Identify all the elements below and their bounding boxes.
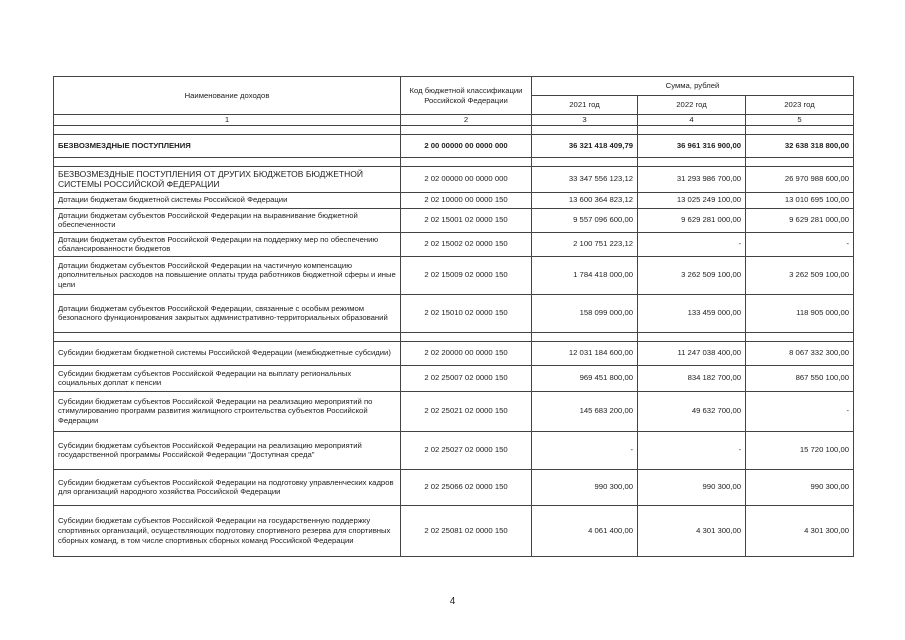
row-value-2023: 990 300,00 [746,469,854,505]
index-cell: 1 [54,115,401,126]
row-value-2023: - [746,391,854,431]
row-value-2023: 13 010 695 100,00 [746,192,854,208]
table-row [54,294,854,332]
index-row [54,115,854,126]
row-code: 2 02 25021 02 0000 150 [401,391,532,431]
table-row [54,341,854,365]
row-code: 2 02 20000 00 0000 150 [401,341,532,365]
index-cell: 5 [746,115,854,126]
header-sum: Сумма, рублей [532,77,854,96]
header-year-2021: 2021 год [532,96,638,115]
row-value-2021: 33 347 556 123,12 [532,166,638,192]
row-value-2022: 11 247 038 400,00 [638,341,746,365]
revenue-table [53,76,854,557]
row-code: 2 02 25007 02 0000 150 [401,365,532,391]
row-value-2022: 49 632 700,00 [638,391,746,431]
row-value-2022: - [638,431,746,469]
row-value-2022: 834 182 700,00 [638,365,746,391]
row-value-2021: 12 031 184 600,00 [532,341,638,365]
spacer-row [54,157,854,166]
index-cell: 2 [401,115,532,126]
row-name: Субсидии бюджетам субъектов Российской Федерации на выплату региональных социальных доплат к пенсии [54,365,401,391]
row-value-2021: - [532,431,638,469]
row-value-2023: - [746,232,854,256]
row-value-2023: 3 262 509 100,00 [746,256,854,294]
row-name: Дотации бюджетам субъектов Российской Федерации на выравнивание бюджетной обеспеченности [54,208,401,232]
row-code: 2 02 15001 02 0000 150 [401,208,532,232]
row-code: 2 02 10000 00 0000 150 [401,192,532,208]
row-value-2021: 969 451 800,00 [532,365,638,391]
row-name: БЕЗВОЗМЕЗДНЫЕ ПОСТУПЛЕНИЯ ОТ ДРУГИХ БЮДЖЕТОВ БЮДЖЕТНОЙ СИСТЕМЫ РОССИЙСКОЙ ФЕДЕРАЦИИ [54,166,401,192]
row-value-2022: 36 961 316 900,00 [638,134,746,157]
row-value-2021: 13 600 364 823,12 [532,192,638,208]
row-name: Субсидии бюджетам субъектов Российской Федерации на реализацию мероприятий по стимулированию программ развития жилищного строительства субъектов Российской Федерации [54,391,401,431]
table-row [54,192,854,208]
header-row [54,77,854,96]
row-name: Субсидии бюджетам субъектов Российской Федерации на подготовку управленческих кадров для организаций народного хозяйства Российской Федерации [54,469,401,505]
index-cell: 4 [638,115,746,126]
row-value-2021: 9 557 096 600,00 [532,208,638,232]
row-value-2023: 15 720 100,00 [746,431,854,469]
row-value-2023: 118 905 000,00 [746,294,854,332]
row-value-2021: 990 300,00 [532,469,638,505]
row-code: 2 02 15009 02 0000 150 [401,256,532,294]
index-cell: 3 [532,115,638,126]
row-code: 2 02 25081 02 0000 150 [401,505,532,556]
row-code: 2 02 00000 00 0000 000 [401,166,532,192]
row-value-2022: 133 459 000,00 [638,294,746,332]
row-value-2022: 9 629 281 000,00 [638,208,746,232]
table-row [54,166,854,192]
row-value-2021: 1 784 418 000,00 [532,256,638,294]
row-name: Дотации бюджетам субъектов Российской Федерации на поддержку мер по обеспечению сбалансированности бюджетов [54,232,401,256]
row-value-2022: 13 025 249 100,00 [638,192,746,208]
table-row [54,256,854,294]
row-code: 2 02 15002 02 0000 150 [401,232,532,256]
row-value-2023: 9 629 281 000,00 [746,208,854,232]
table-row [54,431,854,469]
row-code: 2 02 15010 02 0000 150 [401,294,532,332]
table-row [54,208,854,232]
row-name: Дотации бюджетам субъектов Российской Федерации, связанные с особым режимом безопасного функционирования закрытых административно-территориальных образований [54,294,401,332]
row-code: 2 02 25066 02 0000 150 [401,469,532,505]
row-value-2021: 145 683 200,00 [532,391,638,431]
row-value-2022: 4 301 300,00 [638,505,746,556]
header-year-2022: 2022 год [638,96,746,115]
row-name: Субсидии бюджетам субъектов Российской Федерации на реализацию мероприятий государственной программы Российской Федерации "Доступная среда" [54,431,401,469]
table-row [54,365,854,391]
table-row [54,469,854,505]
row-code: 2 00 00000 00 0000 000 [401,134,532,157]
row-value-2021: 36 321 418 409,79 [532,134,638,157]
row-value-2022: - [638,232,746,256]
row-value-2021: 2 100 751 223,12 [532,232,638,256]
table-row [54,134,854,157]
row-value-2021: 158 099 000,00 [532,294,638,332]
row-value-2023: 867 550 100,00 [746,365,854,391]
row-value-2023: 32 638 318 800,00 [746,134,854,157]
row-name: Дотации бюджетам субъектов Российской Федерации на частичную компенсацию дополнительных расходов на повышение оплаты труда работников бюджетной сферы и иные цели [54,256,401,294]
header-year-2023: 2023 год [746,96,854,115]
row-value-2023: 4 301 300,00 [746,505,854,556]
row-name: Дотации бюджетам бюджетной системы Российской Федерации [54,192,401,208]
spacer-row [54,332,854,341]
row-value-2022: 31 293 986 700,00 [638,166,746,192]
page-number: 4 [449,596,456,607]
header-name: Наименование доходов [54,77,401,115]
table-row [54,232,854,256]
spacer-row [54,125,854,134]
table-row [54,391,854,431]
row-name: Субсидии бюджетам бюджетной системы Российской Федерации (межбюджетные субсидии) [54,341,401,365]
row-code: 2 02 25027 02 0000 150 [401,431,532,469]
header-code: Код бюджетной классификации Российской Федерации [401,77,532,115]
row-value-2023: 8 067 332 300,00 [746,341,854,365]
table-row [54,505,854,556]
row-name: Субсидии бюджетам субъектов Российской Федерации на государственную поддержку спортивных организаций, осуществляющих подготовку спортивного резерва для спортивных сборных команд, в том числе спортивных сборных команд Российской Федерации [54,505,401,556]
row-value-2022: 990 300,00 [638,469,746,505]
row-name: БЕЗВОЗМЕЗДНЫЕ ПОСТУПЛЕНИЯ [54,134,401,157]
row-value-2022: 3 262 509 100,00 [638,256,746,294]
row-value-2023: 26 970 988 600,00 [746,166,854,192]
row-value-2021: 4 061 400,00 [532,505,638,556]
